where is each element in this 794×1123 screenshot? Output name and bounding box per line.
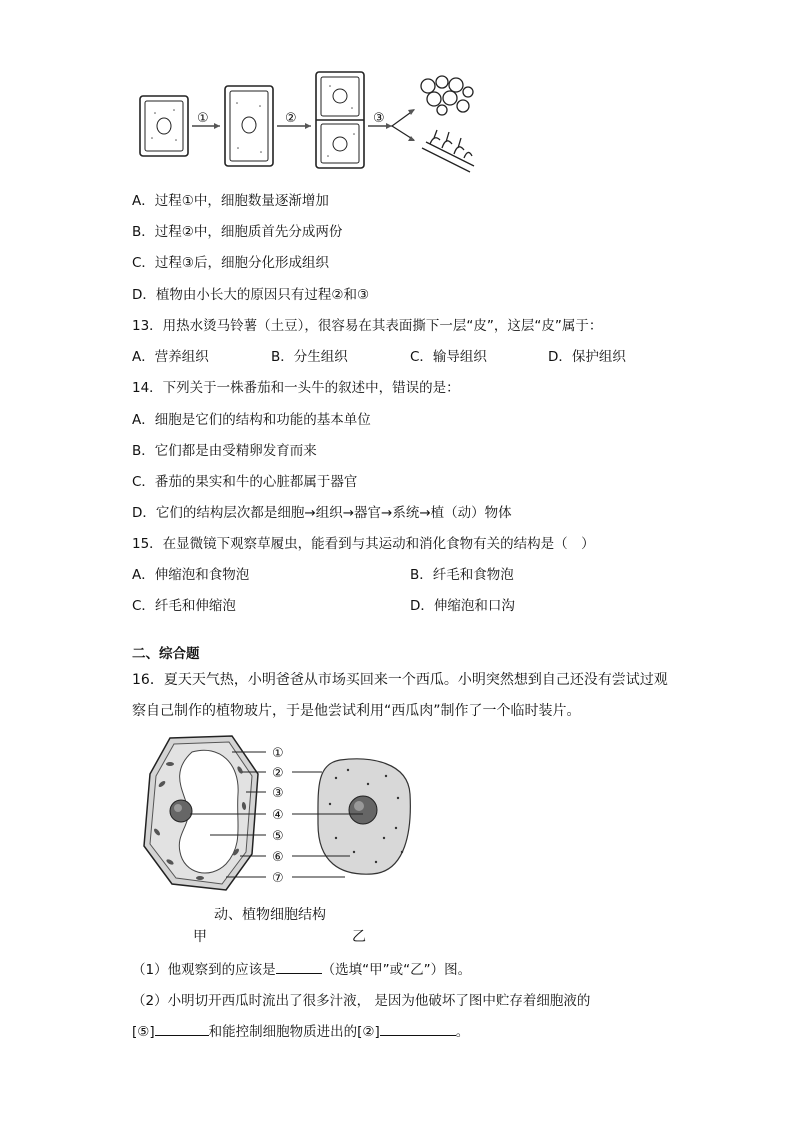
figure-caption: 动、植物细胞结构 xyxy=(214,907,326,923)
q16-stem-line1: 16．夏天天气热，小明爸爸从市场买回来一个西瓜。小明突然想到自己还没有尝试过观 xyxy=(132,672,668,688)
animal-cell xyxy=(318,759,410,874)
q16-sub2-line1: （2）小明切开西瓜时流出了很多汁液， 是因为他破坏了图中贮存着细胞液的 xyxy=(132,993,591,1009)
q16-sub1-blank[interactable] xyxy=(276,973,322,974)
figure-label-yi: 乙 xyxy=(352,929,366,945)
q12-option-b: B．过程②中，细胞质首先分成两份 xyxy=(132,224,343,240)
figure-label-jia: 甲 xyxy=(193,929,207,945)
q16-sub1 xyxy=(132,961,471,979)
q14-option-c: C．番茄的果实和牛的心脏都属于器官 xyxy=(132,474,358,490)
q16-stem-line2: 察自己制作的植物玻片，于是他尝试利用“西瓜肉”制作了一个临时装片。 xyxy=(132,703,581,719)
step-label-1: ① xyxy=(197,111,209,126)
structure-label-2: ② xyxy=(272,766,284,781)
structure-label-3: ③ xyxy=(272,786,284,801)
q16-sub1-prefix: （1）他观察到的应该是 xyxy=(132,962,276,978)
q16-sub1-suffix: （选填“甲”或“乙”）图。 xyxy=(321,962,472,978)
q12-option-a: A．过程①中，细胞数量逐渐增加 xyxy=(132,193,329,209)
q15-options-row1 xyxy=(0,566,794,586)
q13-options xyxy=(0,348,794,368)
q16-sub2-blank-2[interactable] xyxy=(380,1035,456,1036)
q16-sub2-end: 。 xyxy=(455,1024,470,1040)
structure-label-7: ⑦ xyxy=(272,871,284,886)
cell-process-figure xyxy=(130,68,480,174)
q13-option-d: D．保护组织 xyxy=(548,349,626,365)
q16-sub2-bracket-5: [⑤] xyxy=(132,1024,155,1040)
q14-option-b: B．它们都是由受精卵发育而来 xyxy=(132,443,317,459)
q12-option-d: D．植物由小长大的原因只有过程②和③ xyxy=(132,287,370,303)
section-title: 二、综合题 xyxy=(132,646,200,662)
q14-option-d: D．它们的结构层次都是细胞→组织→器官→系统→植（动）物体 xyxy=(132,505,512,521)
structure-label-5: ⑤ xyxy=(272,829,284,844)
structure-label-1: ① xyxy=(272,746,284,761)
q13-option-c: C．输导组织 xyxy=(410,349,487,365)
q15-options-row2 xyxy=(0,597,794,617)
q16-sub2-middle: 和能控制细胞物质进出的[②] xyxy=(208,1024,380,1040)
q14-option-a: A．细胞是它们的结构和功能的基本单位 xyxy=(132,412,371,428)
structure-label-6: ⑥ xyxy=(272,850,284,865)
plant-cell xyxy=(144,736,258,890)
step-label-3: ③ xyxy=(373,111,385,126)
q16-sub2-blank-1[interactable] xyxy=(155,1035,209,1036)
cell-structure-figure xyxy=(140,734,430,894)
q12-option-c: C．过程③后，细胞分化形成组织 xyxy=(132,255,330,271)
q13-option-a: A．营养组织 xyxy=(132,349,209,365)
q14-stem: 14．下列关于一株番茄和一头牛的叙述中，错误的是： xyxy=(132,380,460,396)
q15-option-a: A．伸缩泡和食物泡 xyxy=(132,567,250,583)
q15-option-d: D．伸缩泡和口沟 xyxy=(410,598,515,614)
q16-sub2-line2 xyxy=(132,1023,469,1041)
q15-option-b: B．纤毛和食物泡 xyxy=(410,567,514,583)
step-label-2: ② xyxy=(285,111,297,126)
structure-label-4: ④ xyxy=(272,808,284,823)
q15-stem: 15．在显微镜下观察草履虫，能看到与其运动和消化食物有关的结构是（ ） xyxy=(132,536,595,552)
q15-option-c: C．纤毛和伸缩泡 xyxy=(132,598,236,614)
q13-option-b: B．分生组织 xyxy=(271,349,348,365)
q13-stem: 13．用热水烫马铃薯（土豆），很容易在其表面撕下一层“皮”，这层“皮”属于： xyxy=(132,318,603,334)
